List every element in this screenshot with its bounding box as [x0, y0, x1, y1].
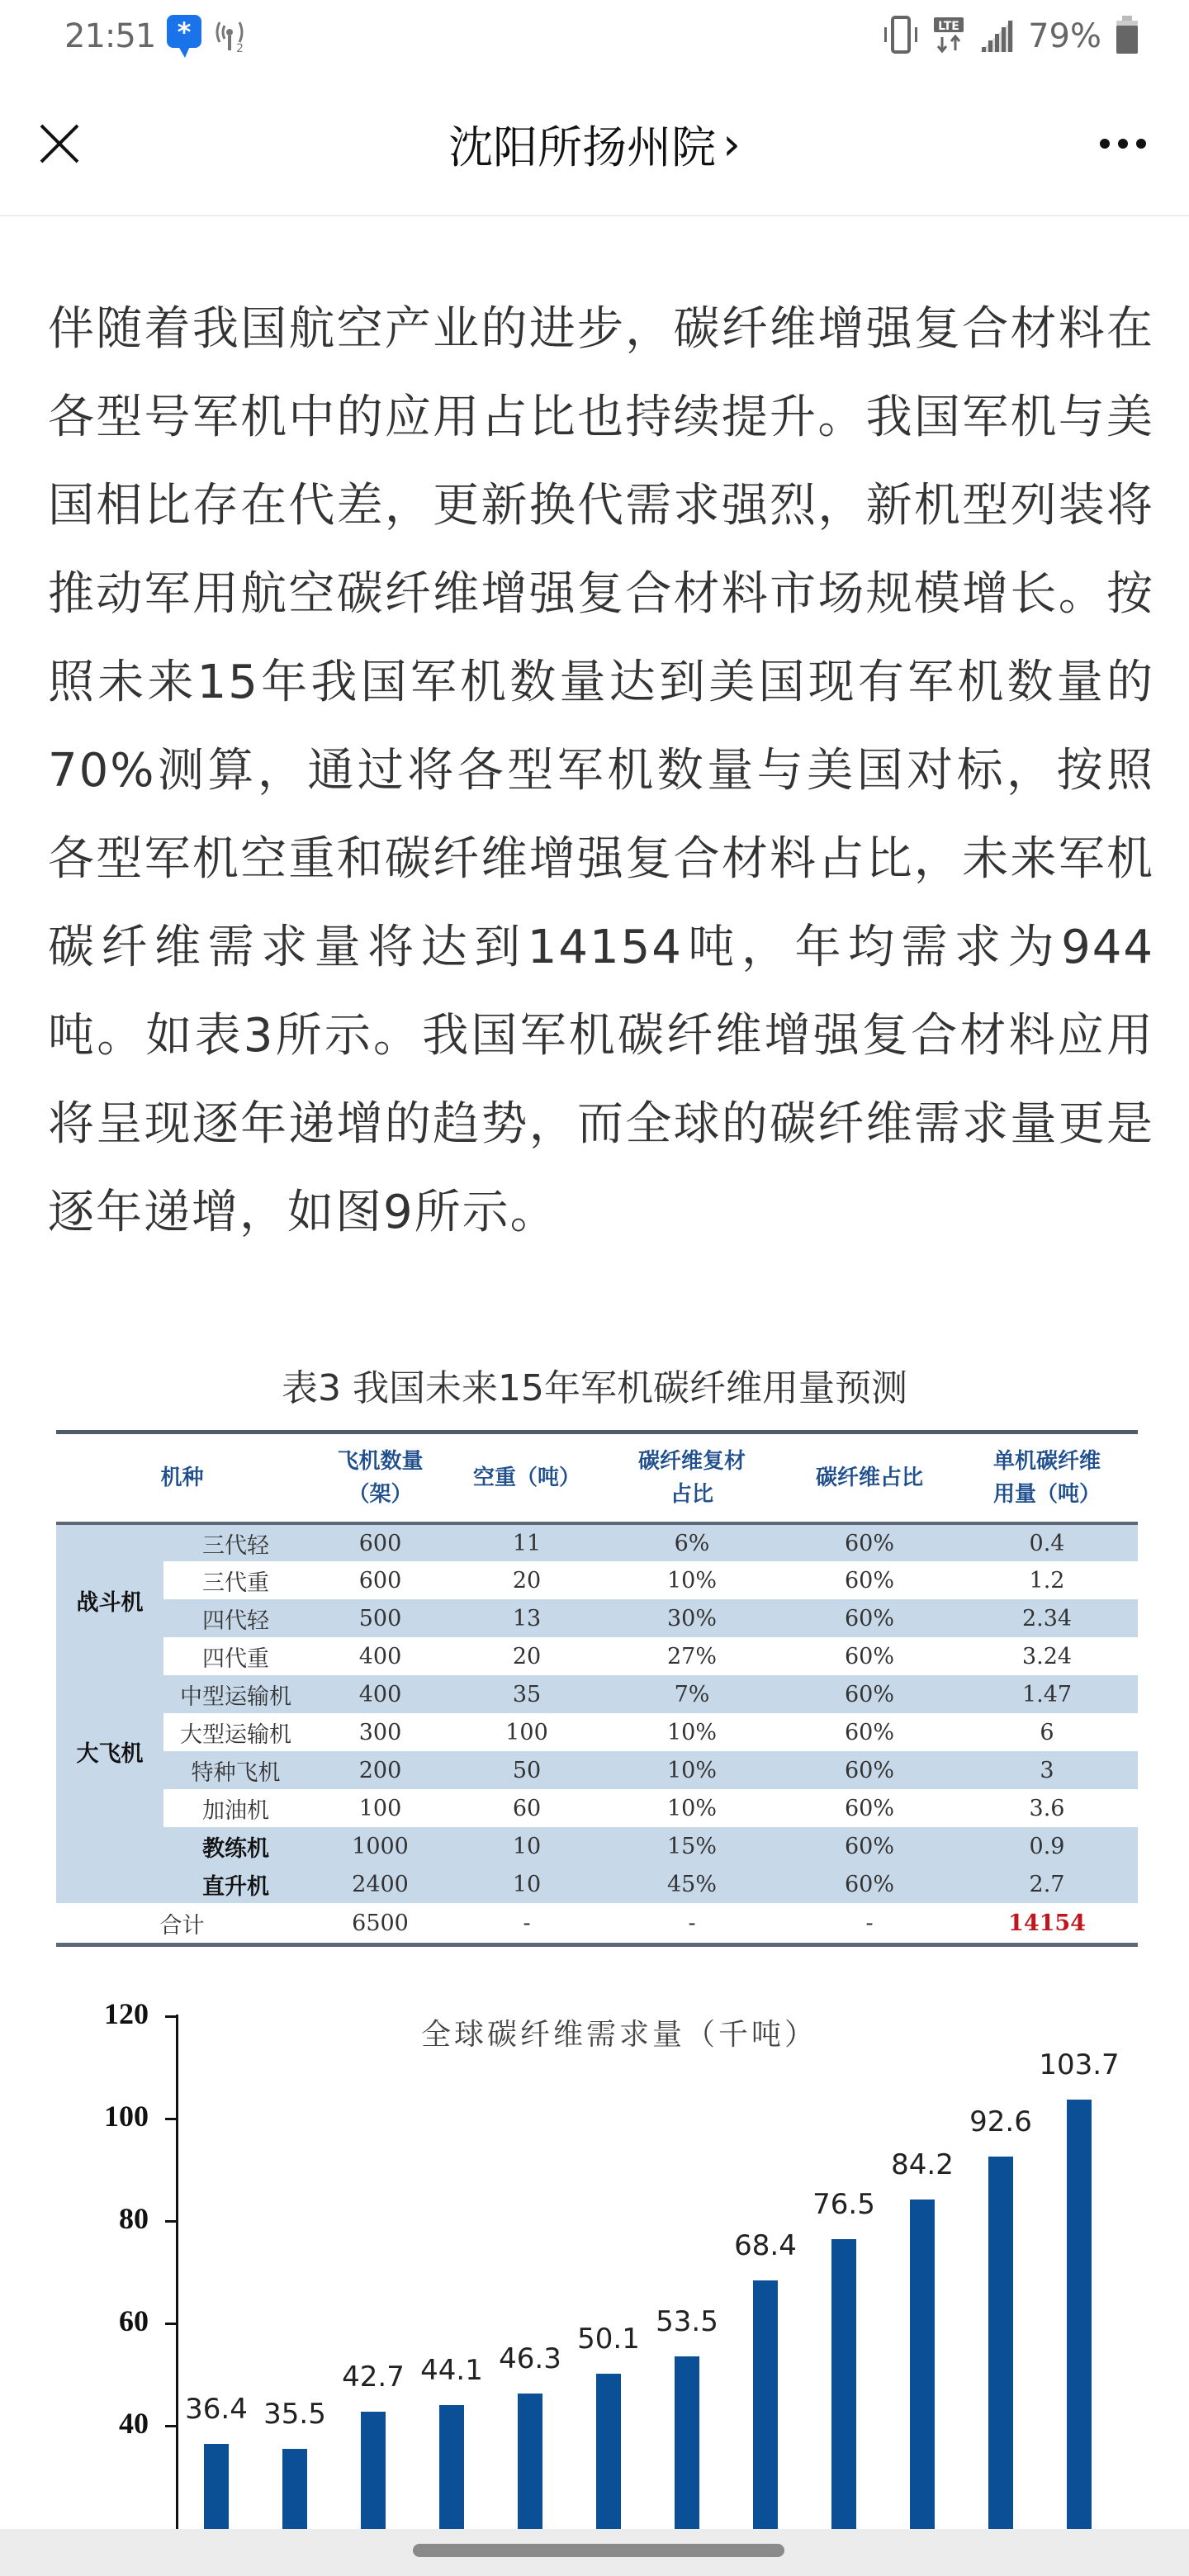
cell-weight: 20: [452, 1561, 601, 1599]
table-row: [56, 1637, 1138, 1675]
cell-name: 直升机: [163, 1865, 308, 1903]
battery-icon: [1115, 14, 1139, 59]
table-row: [56, 1789, 1138, 1827]
cell-name: 教练机: [163, 1827, 308, 1865]
cell-name: 三代轻: [163, 1523, 308, 1561]
cell-count: 400: [308, 1675, 452, 1713]
cell-composite: 45%: [601, 1865, 783, 1903]
bar-value-label: 50.1: [577, 2323, 640, 2356]
table-row: [56, 1561, 1138, 1599]
bar-value-label: 46.3: [499, 2342, 561, 2375]
cell-usage: 3: [956, 1751, 1138, 1789]
y-tick: [165, 2220, 177, 2223]
svg-text:2: 2: [236, 42, 244, 55]
cell-fiber: 60%: [783, 1827, 956, 1865]
cell-fiber: 60%: [783, 1561, 956, 1599]
cell-weight: 11: [452, 1523, 601, 1561]
chart-bar: [910, 2200, 935, 2559]
bar-value-label: 76.5: [812, 2187, 875, 2221]
cell-total-weight: -: [452, 1903, 601, 1943]
cell-composite: 10%: [601, 1789, 783, 1827]
table-row: [56, 1865, 1138, 1903]
header-type: 机种: [160, 1466, 204, 1490]
cell-composite: 30%: [601, 1599, 783, 1637]
cell-weight: 10: [452, 1827, 601, 1865]
group-large-aircraft: 大飞机: [56, 1675, 163, 1827]
table-bottom-rule: [56, 1943, 1138, 1947]
table-row: [56, 1827, 1138, 1865]
cell-empty: [56, 1827, 163, 1865]
cell-count: 500: [308, 1599, 452, 1637]
bar-chart: [0, 1982, 1189, 2526]
cell-count: 600: [308, 1523, 452, 1561]
status-bar: [0, 0, 1189, 73]
header-count: 飞机数量 （架）: [337, 1449, 424, 1507]
cell-usage: 1.2: [956, 1561, 1138, 1599]
lte-icon: [932, 14, 965, 59]
chart-bar: [988, 2157, 1013, 2559]
cell-usage: 6: [956, 1713, 1138, 1751]
bar-value-label: 42.7: [342, 2361, 405, 2394]
table-row: [56, 1675, 1138, 1713]
cell-fiber: 60%: [783, 1523, 956, 1561]
cell-total-usage: 14154: [956, 1903, 1138, 1943]
cell-composite: 10%: [601, 1713, 783, 1751]
cell-name: 加油机: [163, 1789, 308, 1827]
cell-count: 100: [308, 1789, 452, 1827]
bar-value-label: 35.5: [263, 2397, 326, 2431]
more-icon-dot: [1118, 139, 1128, 149]
table-header-row: [56, 1434, 1138, 1523]
cell-count: 600: [308, 1561, 452, 1599]
article-paragraph: 伴随着我国航空产业的进步，碳纤维增强复合材料在各型号军机中的应用占比也持续提升。我国军机与美国相比存在代差，更新换代需求强烈，新机型列装将推动军用航空碳纤维增强复合材料市场规模增长。按照未来15年我国军机数量达到美国现有军机数量的70%测算，通过将各型军机数量与美国对标，按照各型军机空重和碳纤维增强复合材料占比，未来军机碳纤维需求量将达到14154吨，年均需求为944吨。如表3所示。我国军机碳纤维增强复合材料应用将呈现逐年递增的趋势，而全球的碳纤维需求量更是逐年递增，如图9所示。: [48, 302, 1154, 1239]
cell-name: 四代重: [163, 1637, 308, 1675]
cell-name: 大型运输机: [163, 1713, 308, 1751]
bar-value-label: 103.7: [1039, 2048, 1120, 2082]
cell-fiber: 60%: [783, 1789, 956, 1827]
cell-composite: 7%: [601, 1675, 783, 1713]
cell-fiber: 60%: [783, 1599, 956, 1637]
header-weight: 空重（吨）: [472, 1466, 580, 1490]
cell-composite: 15%: [601, 1827, 783, 1865]
cell-total-composite: -: [601, 1903, 783, 1943]
bar-value-label: 92.6: [969, 2105, 1032, 2138]
cell-composite: 27%: [601, 1637, 783, 1675]
data-table: [56, 1430, 1138, 1947]
cell-name: 四代轻: [163, 1599, 308, 1637]
cell-fiber: 60%: [783, 1637, 956, 1675]
article-body: [48, 285, 1154, 1257]
more-button[interactable]: [1090, 119, 1156, 168]
cell-usage: 0.9: [956, 1827, 1138, 1865]
page-title: 沈阳所扬州院: [448, 121, 717, 173]
table-total-row: [56, 1903, 1138, 1943]
cell-usage: 0.4: [956, 1523, 1138, 1561]
cell-total-count: 6500: [308, 1903, 452, 1943]
hotspot-icon: [213, 14, 246, 59]
cell-weight: 20: [452, 1637, 601, 1675]
cell-count: 2400: [308, 1865, 452, 1903]
cell-weight: 50: [452, 1751, 601, 1789]
bar-value-label: 84.2: [891, 2147, 954, 2181]
bar-value-label: 68.4: [734, 2228, 797, 2262]
y-tick-label: 100: [104, 2100, 149, 2133]
chart-bar: [753, 2280, 778, 2559]
y-tick-label: 40: [119, 2407, 149, 2440]
y-tick-label: 120: [104, 1997, 149, 2030]
cell-fiber: 60%: [783, 1713, 956, 1751]
cell-usage: 2.7: [956, 1865, 1138, 1903]
account-title-link[interactable]: [448, 112, 741, 176]
cell-fiber: 60%: [783, 1865, 956, 1903]
chart-bar: [831, 2239, 856, 2559]
cell-weight: 13: [452, 1599, 601, 1637]
group-fighter: 战斗机: [56, 1523, 163, 1675]
chat-notification-icon: [165, 10, 203, 63]
cell-count: 300: [308, 1713, 452, 1751]
cell-count: 1000: [308, 1827, 452, 1865]
header-fiber: 碳纤维占比: [815, 1466, 923, 1490]
y-tick: [165, 2118, 177, 2120]
nav-bar: [0, 73, 1189, 216]
more-icon-dot: [1136, 139, 1146, 149]
cell-name: 特种飞机: [163, 1751, 308, 1789]
chevron-right-icon: ›: [722, 117, 741, 170]
y-tick: [165, 2015, 177, 2018]
cell-name: 三代重: [163, 1561, 308, 1599]
header-composite: 碳纤维复材 占比: [637, 1449, 746, 1507]
battery-percentage: 79%: [1028, 17, 1101, 55]
cell-total-label: 合计: [56, 1903, 308, 1943]
cell-total-fiber: -: [783, 1903, 956, 1943]
cell-empty: [56, 1865, 163, 1903]
cell-usage: 2.34: [956, 1599, 1138, 1637]
y-axis: [176, 2015, 178, 2543]
system-nav-bar: [0, 2529, 1189, 2576]
cell-weight: 35: [452, 1675, 601, 1713]
cell-fiber: 60%: [783, 1751, 956, 1789]
table-row: [56, 1751, 1138, 1789]
bar-value-label: 53.5: [656, 2305, 718, 2339]
cell-usage: 3.6: [956, 1789, 1138, 1827]
cell-fiber: 60%: [783, 1675, 956, 1713]
bar-value-label: 44.1: [420, 2353, 483, 2387]
table-row: [56, 1523, 1138, 1561]
table-row: [56, 1713, 1138, 1751]
cell-weight: 100: [452, 1713, 601, 1751]
cell-name: 中型运输机: [163, 1675, 308, 1713]
y-tick: [165, 2323, 177, 2325]
signal-icon: [978, 14, 1015, 59]
svg-text:LTE: LTE: [938, 20, 959, 33]
cell-weight: 60: [452, 1789, 601, 1827]
cell-composite: 6%: [601, 1523, 783, 1561]
more-icon: [1100, 139, 1110, 149]
bar-value-label: 36.4: [185, 2393, 248, 2427]
home-gesture-handle[interactable]: [413, 2544, 784, 2557]
y-tick-label: 80: [119, 2202, 149, 2235]
chart-bar: [1067, 2100, 1092, 2559]
cell-usage: 3.24: [956, 1637, 1138, 1675]
cell-weight: 10: [452, 1865, 601, 1903]
cell-count: 200: [308, 1751, 452, 1789]
cell-composite: 10%: [601, 1561, 783, 1599]
header-usage: 单机碳纤维 用量（吨）: [992, 1449, 1101, 1507]
svg-text:*: *: [177, 17, 192, 48]
status-time: 21:51: [64, 17, 156, 55]
table-row: [56, 1599, 1138, 1637]
chart-title: 全球碳纤维需求量（千吨）: [421, 2018, 818, 2052]
cell-composite: 10%: [601, 1751, 783, 1789]
table-caption: 表3 我国未来15年军机碳纤维用量预测: [282, 1367, 907, 1409]
vibrate-icon: [883, 14, 919, 59]
cell-count: 400: [308, 1637, 452, 1675]
cell-usage: 1.47: [956, 1675, 1138, 1713]
y-tick-label: 60: [119, 2304, 149, 2337]
